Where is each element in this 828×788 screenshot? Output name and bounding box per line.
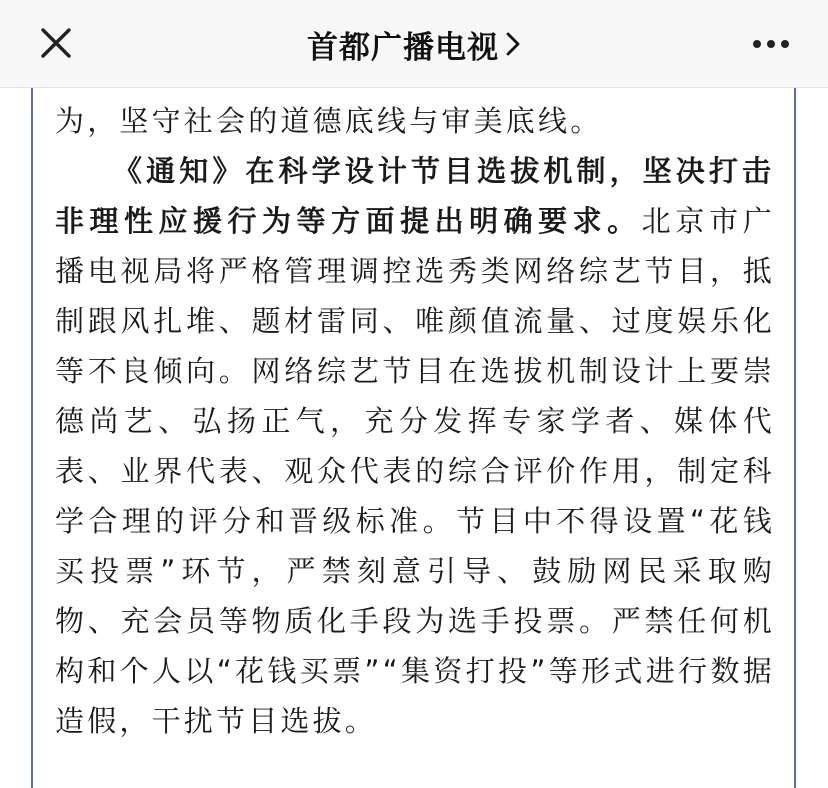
article-paragraph-text: 北京市广播电视局将严格管理调控选秀类网络综艺节目，抵制跟风扎堆、题材雷同、唯颜值流量、过度娱乐化等不良倾向。网络综艺节目在选拔机制设计上要崇德尚艺、弘扬正气，充分发挥专家学者、媒体代表、业界代表、观众代表的综合评价作用，制定科学合理的评分和晋级标准。节目中不得设置“花钱买投票”环节，严禁刻意引导、鼓励网民采取购物、充会员等物质化手段为选手投票。严禁任何机构和个人以“花钱买票”“集资打投”等形式进行数据造假，干扰节目选拔。: [55, 204, 775, 738]
page-title: 首都广播电视: [307, 29, 499, 66]
close-button[interactable]: [38, 25, 74, 61]
article-line-continued: 为，坚守社会的道德底线与审美底线。: [55, 104, 603, 138]
article-paragraph: [55, 146, 775, 746]
top-nav-bar: [0, 0, 828, 88]
more-horizontal-icon: [752, 30, 790, 58]
close-icon: [38, 25, 74, 61]
article-bold-lead: 《通知》在科学设计节目选拔机制，坚决打击非理性应援行为等方面提出明确要求。: [55, 154, 775, 238]
article-body: [55, 96, 775, 746]
more-button[interactable]: [752, 30, 790, 58]
chevron-right-icon: [505, 31, 521, 57]
account-title-link[interactable]: [307, 22, 521, 67]
